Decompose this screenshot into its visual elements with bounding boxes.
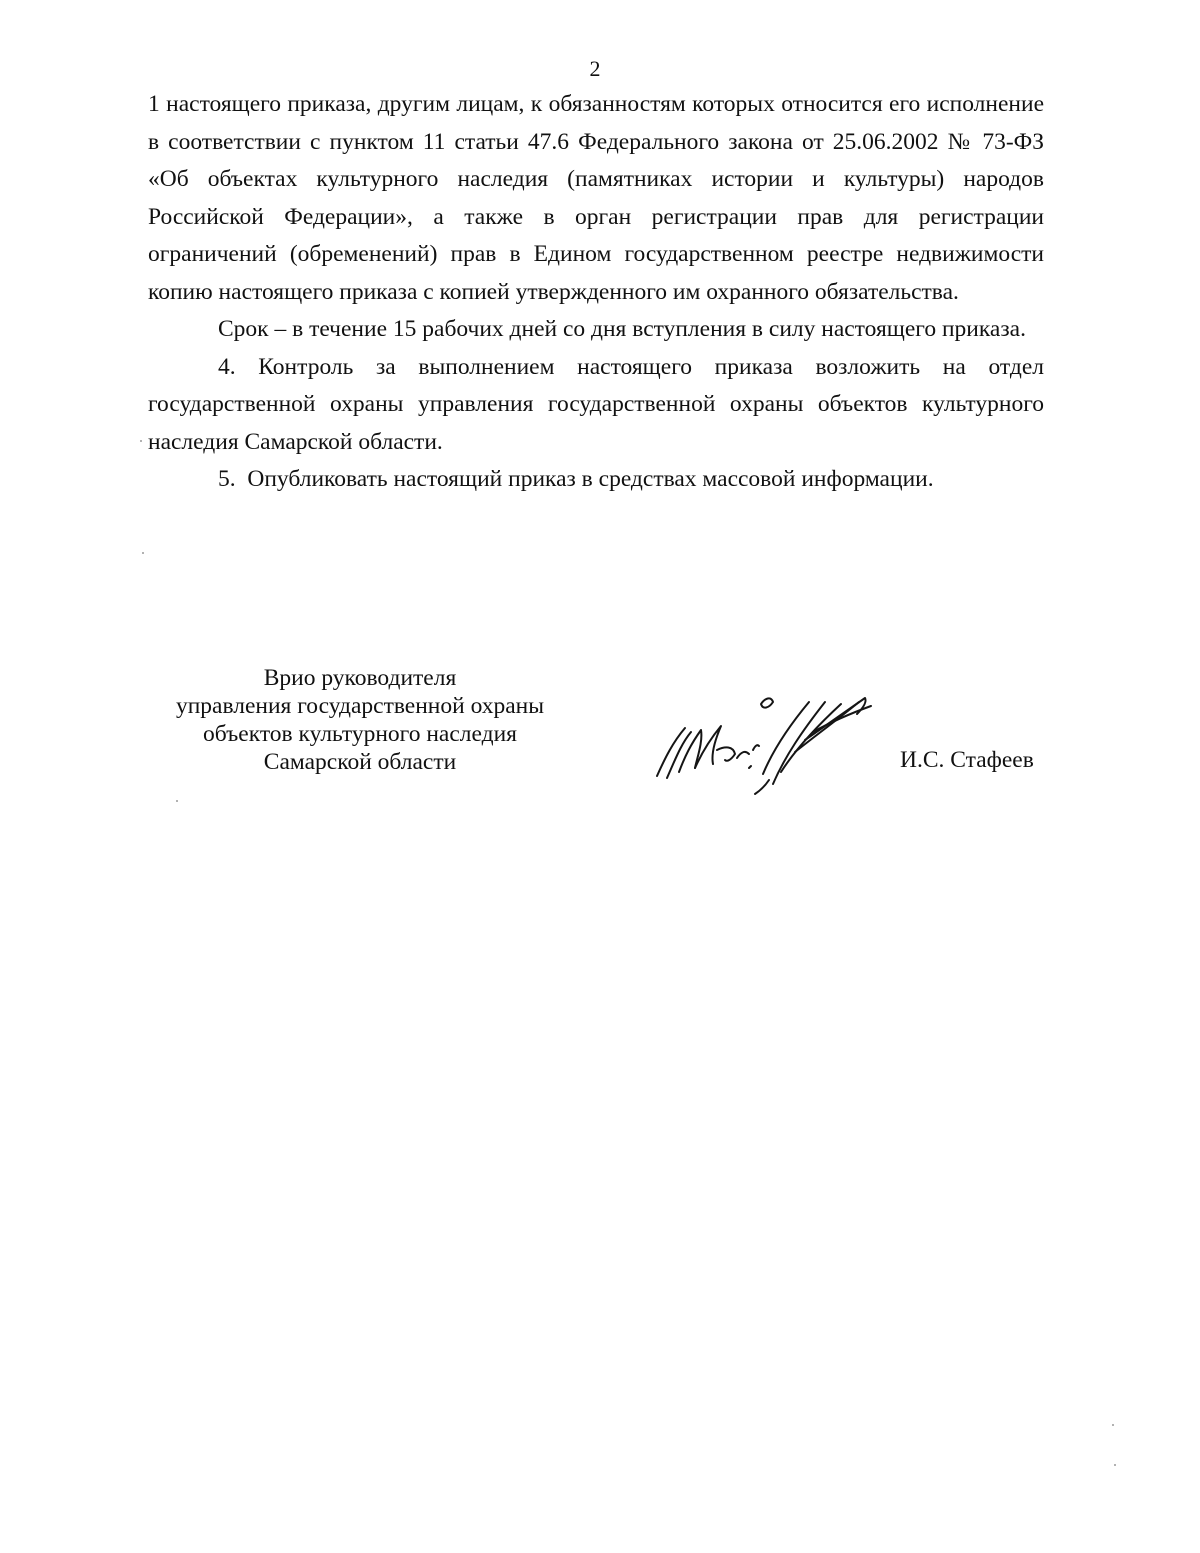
signatory-position-line: Врио руководителя bbox=[263, 665, 457, 691]
scan-speck bbox=[142, 552, 144, 554]
scan-speck bbox=[1114, 1464, 1116, 1466]
paragraph-item-5: 5. Опубликовать настоящий приказ в средствах массовой информации. bbox=[218, 466, 934, 492]
scan-speck bbox=[140, 440, 142, 442]
document-body bbox=[148, 86, 1044, 499]
signatory-position-line: объектов культурного наследия bbox=[203, 721, 517, 747]
signatory-position-line: Самарской области bbox=[263, 749, 457, 775]
signatory-position bbox=[150, 664, 570, 776]
signatory-position-line: управления государственной охраны bbox=[175, 693, 545, 719]
scan-speck bbox=[176, 800, 178, 802]
paragraph-continuation: 1 настоящего приказа, другим лицам, к обязанностям которых относится его исполнение в соответствии с пунктом 11 статьи 47.6 Федерального закона от 25.06.2002 № 73-ФЗ «Об объектах культурного наследия (памятниках истории и культуры) народов Российской Федерации», а также в орган регистрации прав для регистрации ограничений (обременений) прав в Едином государственном реестре недвижимости копию настоящего приказа с копией утвержденного им охранного обязательства. bbox=[148, 91, 1044, 305]
page-number: 2 bbox=[589, 56, 601, 81]
paragraph-deadline: Срок – в течение 15 рабочих дней со дня вступления в силу настоящего приказа. bbox=[218, 316, 1026, 342]
signer-name: И.С. Стафеев bbox=[900, 747, 1034, 773]
handwritten-signature bbox=[645, 680, 885, 800]
paragraph-item-4: 4. Контроль за выполнением настоящего приказа возложить на отдел государственной охраны управления государственной охраны объектов культурного наследия Самарской области. bbox=[148, 353, 1044, 455]
scan-speck bbox=[1112, 1424, 1114, 1426]
